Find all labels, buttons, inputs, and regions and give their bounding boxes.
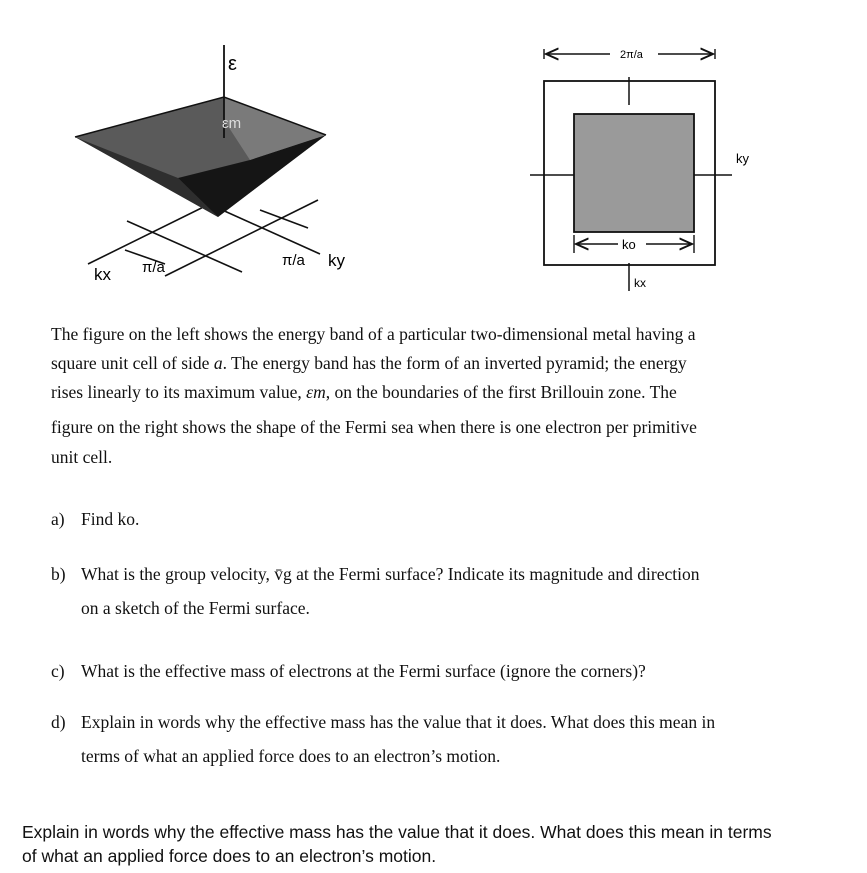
intro-line-1: The figure on the left shows the energy band of a particular two-dimensional metal having a: [51, 324, 696, 344]
question-text: Explain in words why the effective mass has the value that it does. What does this mean in terms of what an applied force does to an electron’s motion.: [81, 712, 716, 766]
energy-band-figure: [70, 40, 370, 300]
question-text: What is the group velocity, v̄g at the Fermi surface? Indicate its magnitude and direction on a sketch of the Fermi surface.: [81, 564, 700, 618]
answer-prompt-line-2: of what an applied force does to an electron’s motion.: [22, 846, 437, 866]
fermi-sea-figure: [530, 35, 780, 295]
zone-width-label: 2π/a: [620, 49, 643, 61]
energy-axis-label: ε: [228, 53, 237, 75]
question-label: d): [51, 712, 66, 732]
pi-over-a-x-label: π/a: [142, 259, 165, 276]
energy-max-label: εm: [222, 115, 242, 132]
kx-label: kx: [94, 265, 111, 284]
question-text: Find ko.: [81, 509, 140, 529]
question-text: What is the effective mass of electrons at the Fermi surface (ignore the corners)?: [81, 661, 646, 681]
fermi-sea: [574, 114, 694, 232]
question-label: b): [51, 564, 66, 584]
intro-line-5: unit cell.: [51, 447, 113, 467]
kx-axis-label: kx: [634, 276, 646, 290]
ky-axis-label: ky: [736, 151, 749, 166]
intro-line-2: square unit cell of side a. The energy band has the form of an inverted pyramid; the energy: [51, 353, 687, 373]
intro-paragraph: [51, 320, 811, 407]
answer-prompt: [22, 820, 822, 868]
answer-prompt-line-1: Explain in words why the effective mass has the value that it does. What does this mean in terms: [22, 822, 772, 842]
pi-over-a-y-label: π/a: [282, 252, 305, 269]
question-label: a): [51, 509, 65, 529]
ko-label: ko: [622, 237, 636, 252]
question-label: c): [51, 661, 65, 681]
intro-line-4: figure on the right shows the shape of the Fermi sea when there is one electron per primitive: [51, 417, 697, 437]
intro-paragraph-cont: [51, 412, 811, 472]
ky-label: ky: [328, 251, 345, 270]
intro-line-3: rises linearly to its maximum value, εm, on the boundaries of the first Brillouin zone. The: [51, 382, 677, 402]
